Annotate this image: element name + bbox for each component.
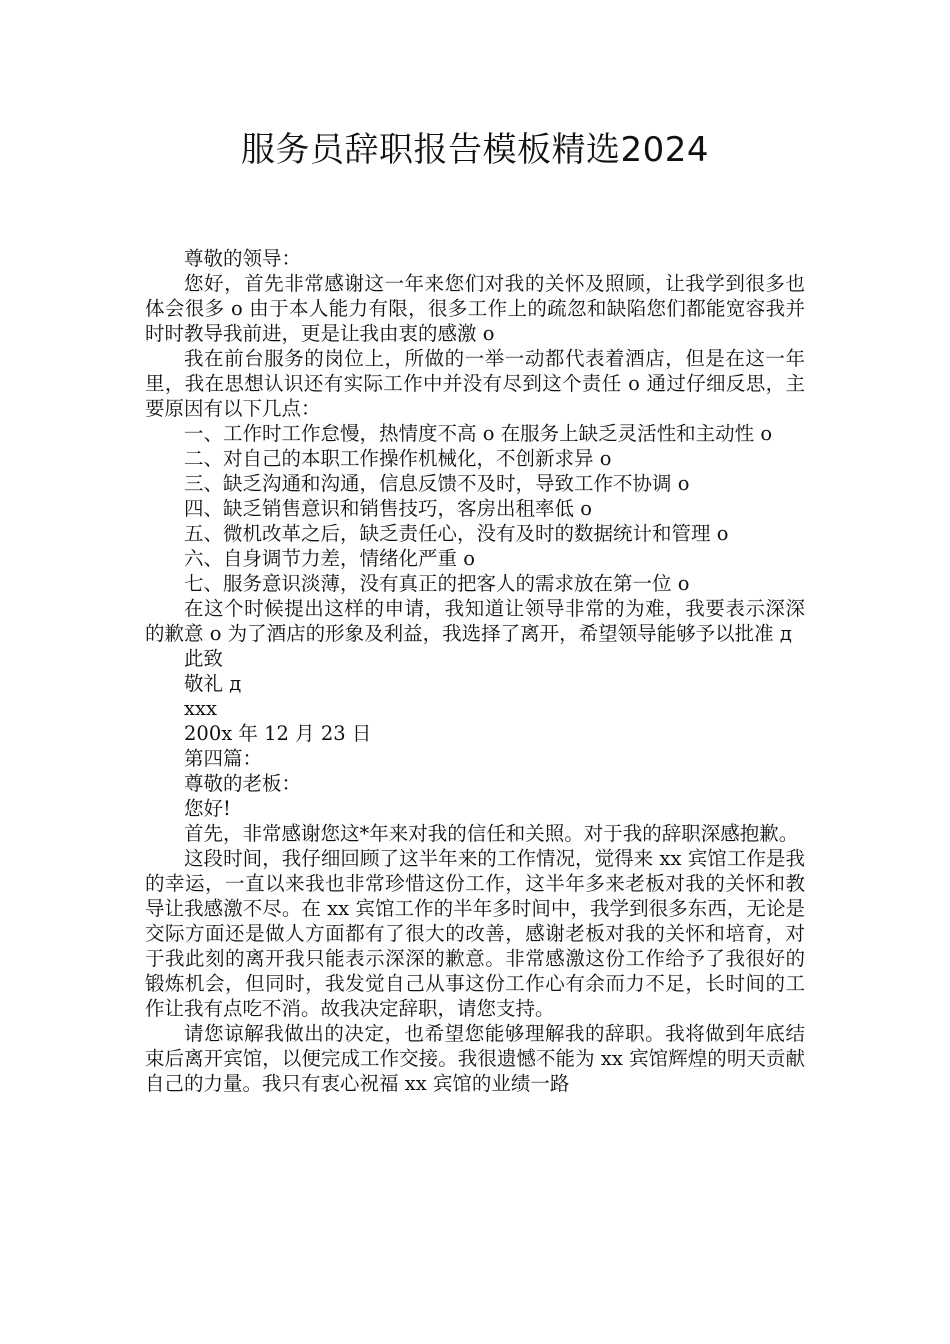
greeting: 您好!	[184, 797, 231, 820]
list-item: 七、服务意识淡薄，没有真正的把客人的需求放在第一位 o	[184, 572, 690, 595]
date-line: 200x 年 12 月 23 日	[184, 722, 372, 745]
list-item: 一、工作时工作怠慢，热情度不高 o 在服务上缺乏灵活性和主动性 o	[184, 422, 773, 445]
list-item: 二、对自己的本职工作操作机械化，不创新求异 o	[184, 447, 612, 470]
list-item: 五、微机改革之后，缺乏责任心，没有及时的数据统计和管理 o	[184, 522, 729, 545]
body-paragraph: 首先，非常感谢您这*年来对我的信任和关照。对于我的辞职深感抱歉。	[184, 822, 799, 845]
list-item: 四、缺乏销售意识和销售技巧，客房出租率低 o	[184, 497, 592, 520]
closing-line: 敬礼 д	[184, 672, 242, 695]
signature: xxx	[184, 697, 217, 720]
body-paragraph: 在这个时候提出这样的申请，我知道让领导非常的为难，我要表示深深的歉意 o 为了酒店的形象及利益，我选择了离开，希望领导能够予以批准 д	[145, 597, 805, 645]
section-heading: 第四篇：	[184, 747, 263, 770]
closing-line: 此致	[184, 647, 224, 670]
salutation: 尊敬的领导：	[184, 247, 302, 270]
body-paragraph: 请您谅解我做出的决定，也希望您能够理解我的辞职。我将做到年底结束后离开宾馆，以便完成工作交接。我很遗憾不能为 xx 宾馆辉煌的明天贡献自己的力量。我只有衷心祝福 xx 宾馆的业绩一路	[145, 1022, 805, 1095]
document-title: 服务员辞职报告模板精选2024	[240, 130, 710, 170]
body-paragraph: 我在前台服务的岗位上，所做的一举一动都代表着酒店，但是在这一年里，我在思想认识还有实际工作中并没有尽到这个责任 o 通过仔细反思，主要原因有以下几点：	[145, 347, 805, 420]
list-item: 三、缺乏沟通和沟通，信息反馈不及时，导致工作不协调 o	[184, 472, 690, 495]
body-paragraph: 您好，首先非常感谢这一年来您们对我的关怀及照顾，让我学到很多也体会很多 o 由于本人能力有限，很多工作上的疏忽和缺陷您们都能宽容我并时时教导我前进，更是让我由衷的感激 o	[145, 272, 805, 345]
body-paragraph: 这段时间，我仔细回顾了这半年来的工作情况，觉得来 xx 宾馆工作是我的幸运，一直以来我也非常珍惜这份工作，这半年多来老板对我的关怀和教导让我感激不尽。在 xx 宾馆工作的半年多时间中，我学到很多东西，无论是交际方面还是做人方面都有了很大的改善，感谢老板对我的关怀和培育，对于我此刻的离开我只能表示深深的歉意。非常感激这份工作给予了我很好的锻炼机会，但同时，我发觉自己从事这份工作心有余而力不足，长时间的工作让我有点吃不消。故我决定辞职，请您支持。	[145, 847, 805, 1020]
document-body	[145, 246, 805, 1096]
salutation: 尊敬的老板：	[184, 772, 302, 795]
list-item: 六、自身调节力差，情绪化严重 o	[184, 547, 475, 570]
